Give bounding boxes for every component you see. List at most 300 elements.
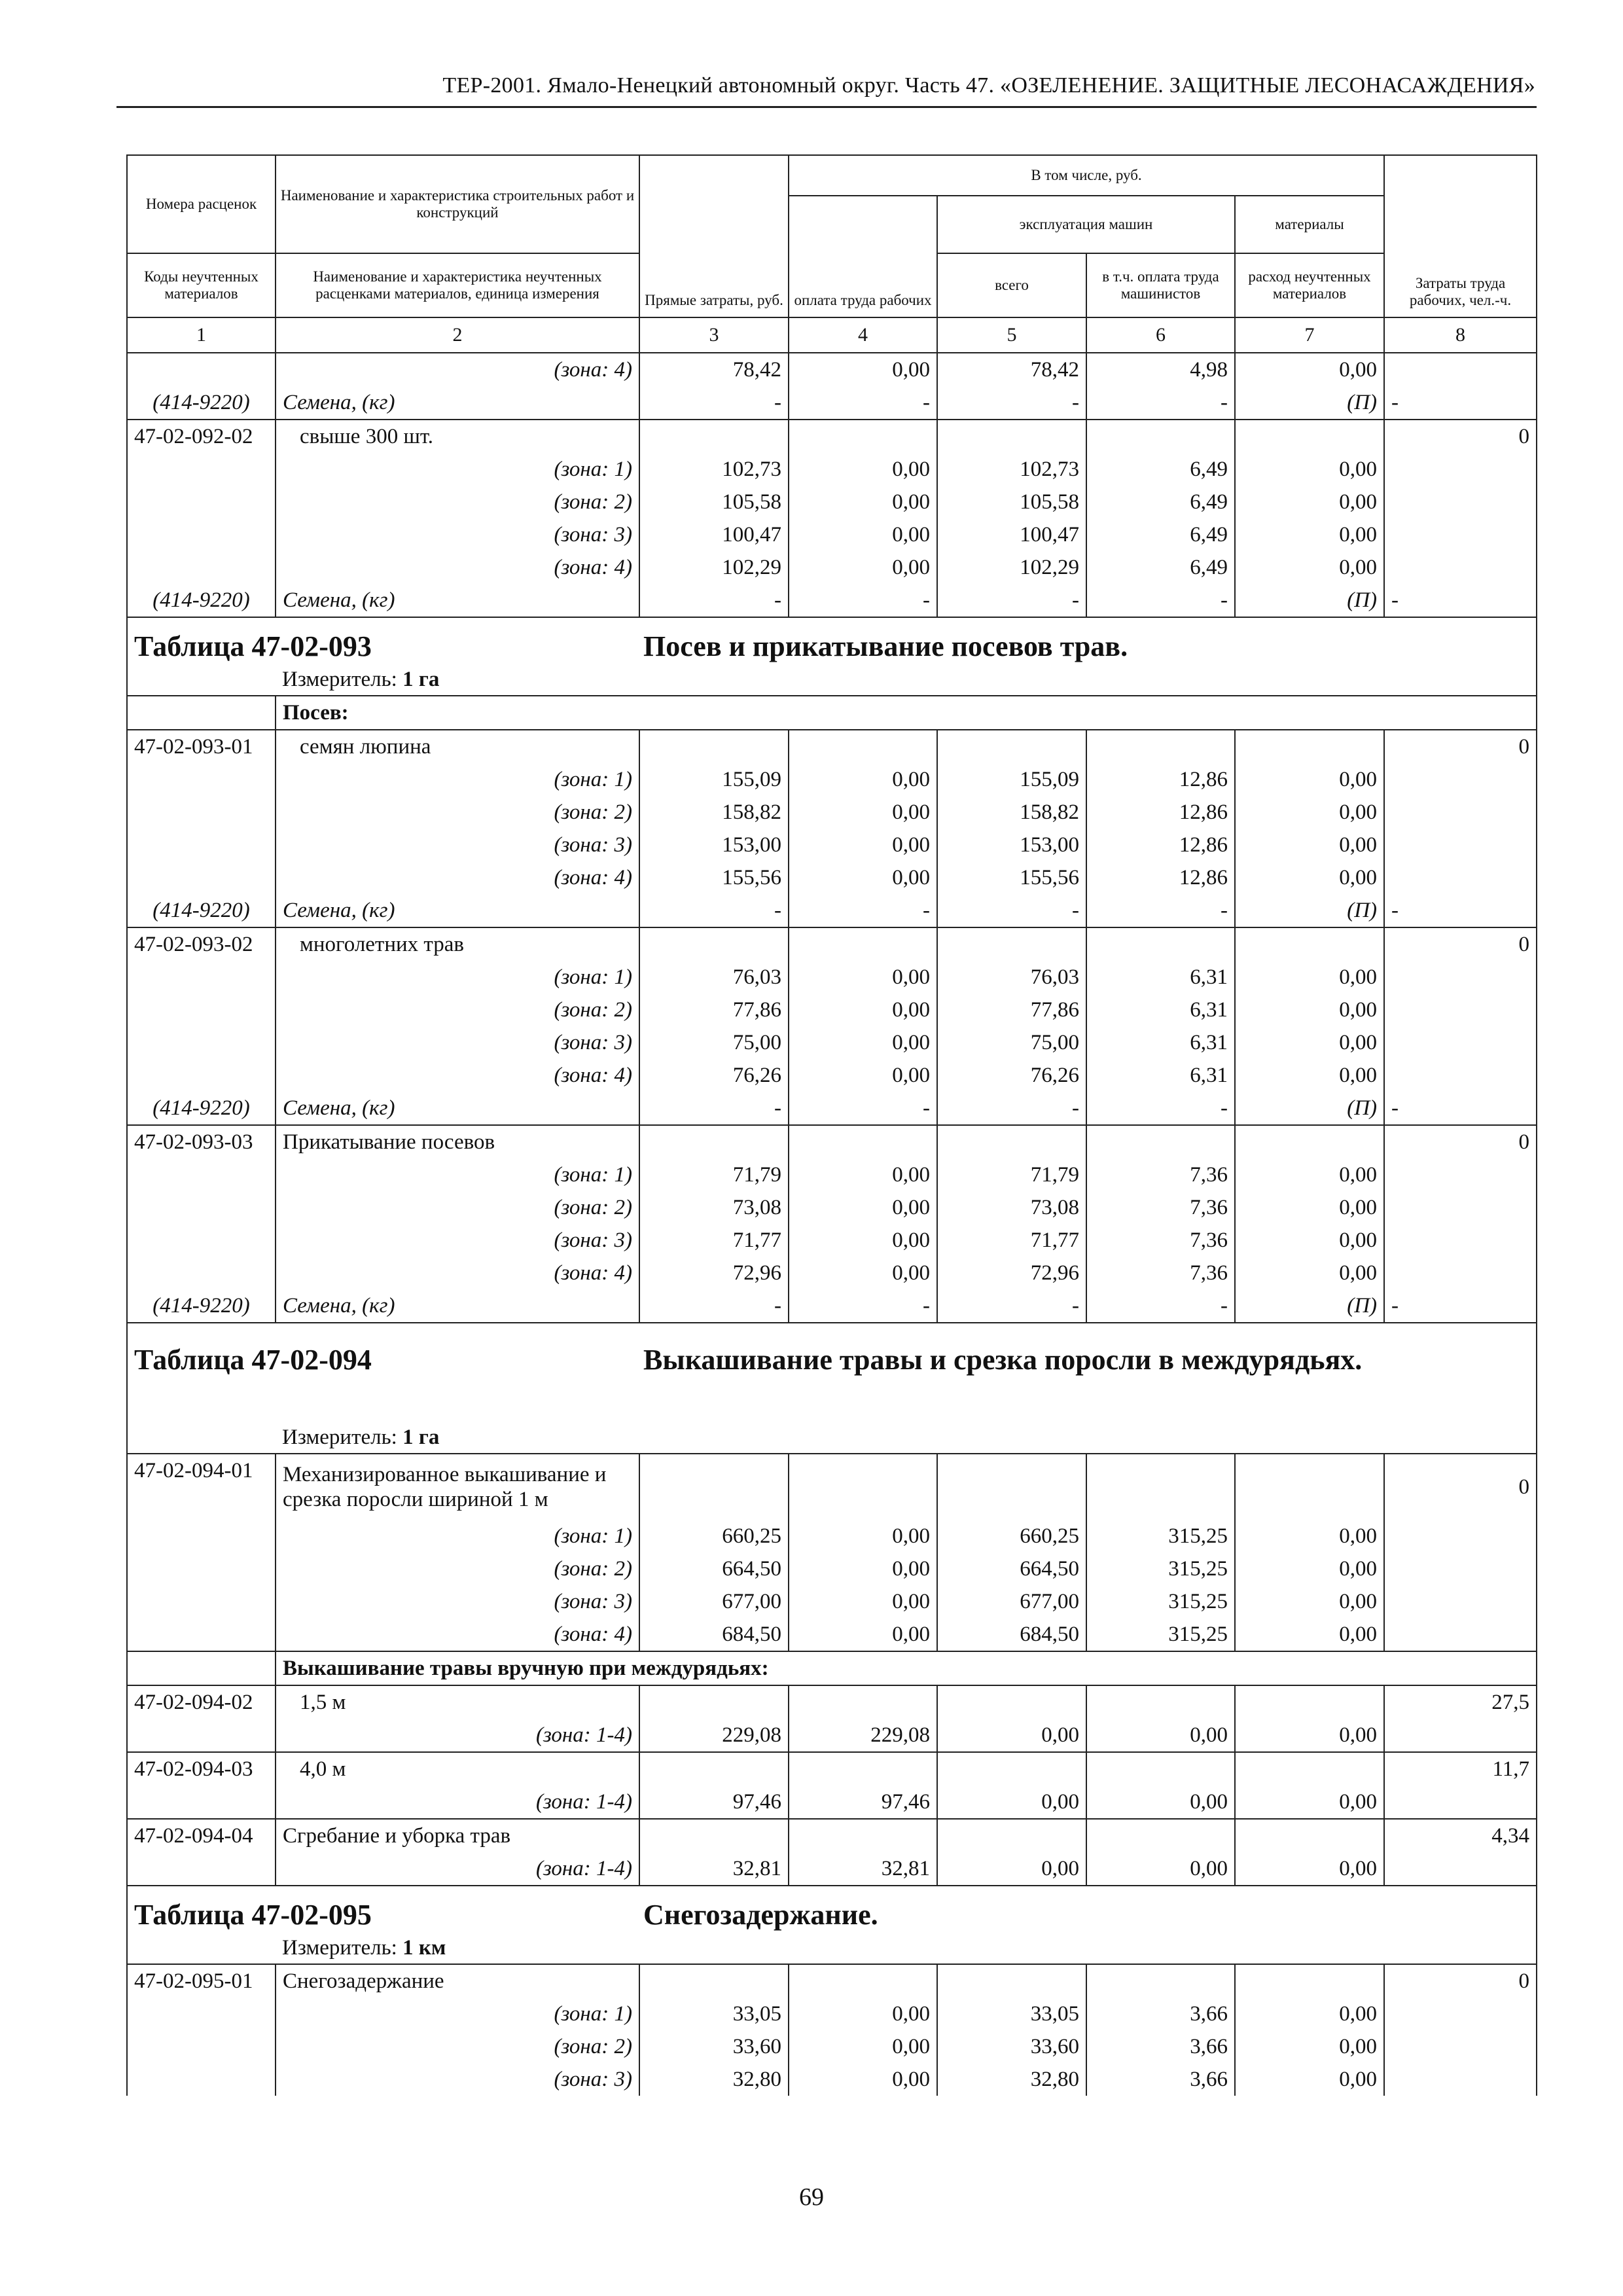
cell: (П) — [1235, 894, 1384, 927]
material-code: (414-9220) — [127, 386, 276, 420]
rate-row — [127, 1125, 1537, 1158]
zone-label: (зона: 1) — [276, 1998, 639, 2030]
zone-label: (зона: 3) — [276, 829, 639, 861]
cell: 315,25 — [1086, 1520, 1235, 1552]
cell: 0,00 — [789, 1998, 937, 2030]
cell: 0,00 — [789, 551, 937, 584]
zone-row — [127, 353, 1537, 386]
labor-cost: 11,7 — [1384, 1752, 1537, 1785]
zone-row — [127, 763, 1537, 796]
cell: 3,66 — [1086, 1998, 1235, 2030]
cell: 0,00 — [1086, 1785, 1235, 1819]
cell: (П) — [1235, 1092, 1384, 1125]
zone-row — [127, 551, 1537, 584]
cell: 0,00 — [1235, 518, 1384, 551]
cell: 660,25 — [639, 1520, 789, 1552]
cell: 0,00 — [789, 1257, 937, 1289]
rate-name: Сгребание и уборка трав — [276, 1819, 639, 1852]
table-title: Таблица 47-02-094 — [134, 1344, 372, 1376]
cell: 77,86 — [937, 994, 1086, 1026]
zone-label: (зона: 2) — [276, 486, 639, 518]
cell: 0,00 — [789, 796, 937, 829]
cell: 0,00 — [1235, 829, 1384, 861]
zone-row — [127, 1026, 1537, 1059]
cell: 0,00 — [789, 1191, 937, 1224]
cell: 0,00 — [789, 861, 937, 894]
column-numbers-row — [127, 317, 1537, 353]
cell: 102,73 — [937, 453, 1086, 486]
zone-label: (зона: 4) — [276, 1618, 639, 1651]
rate-code: 47-02-094-04 — [127, 1819, 276, 1852]
cell: 97,46 — [789, 1785, 937, 1819]
cell: - — [639, 894, 789, 927]
cell: 76,03 — [937, 961, 1086, 994]
table-name: Выкашивание травы и срезка поросли в междурядьях. — [643, 1344, 1363, 1376]
zone-row — [127, 994, 1537, 1026]
cell: - — [1384, 386, 1537, 420]
rate-row — [127, 1964, 1537, 1998]
group-header: В том числе, руб. — [789, 155, 1384, 196]
rate-row — [127, 730, 1537, 763]
labor-cost: 27,5 — [1384, 1685, 1537, 1719]
rate-code: 47-02-094-02 — [127, 1685, 276, 1719]
cell: 677,00 — [639, 1585, 789, 1618]
cell: - — [1086, 894, 1235, 927]
cell: (П) — [1235, 386, 1384, 420]
cell: 0,00 — [789, 453, 937, 486]
cell: 0,00 — [1235, 486, 1384, 518]
labor-cost: 0 — [1384, 927, 1537, 961]
cell: 0,00 — [1235, 551, 1384, 584]
header-rule — [116, 106, 1537, 108]
cell: 153,00 — [937, 829, 1086, 861]
zone-label: (зона: 1) — [276, 961, 639, 994]
cell: 0,00 — [1235, 796, 1384, 829]
cell: 0,00 — [1235, 1852, 1384, 1886]
rate-name: Снегозадержание — [276, 1964, 639, 1998]
price-table — [126, 154, 1537, 2096]
cell: 684,50 — [639, 1618, 789, 1651]
cell: 32,81 — [639, 1852, 789, 1886]
zone-row — [127, 1618, 1537, 1651]
material-name: Семена, (кг) — [276, 584, 639, 617]
rate-name: 4,0 м — [276, 1752, 639, 1785]
cell: 0,00 — [1235, 1026, 1384, 1059]
cell: - — [937, 386, 1086, 420]
cell: - — [639, 386, 789, 420]
rate-name: 1,5 м — [276, 1685, 639, 1719]
zone-row — [127, 1552, 1537, 1585]
cell: 660,25 — [937, 1520, 1086, 1552]
cell: 78,42 — [639, 353, 789, 386]
cell: 6,31 — [1086, 994, 1235, 1026]
cell: - — [1384, 1092, 1537, 1125]
cell: 0,00 — [1235, 1585, 1384, 1618]
running-header: ТЕР-2001. Ямало-Ненецкий автономный округ. Часть 47. «ОЗЕЛЕНЕНИЕ. ЗАЩИТНЫЕ ЛЕСОНАСАЖДЕНИЯ» — [442, 73, 1535, 98]
col-number: 1 — [127, 317, 276, 353]
rate-row — [127, 1685, 1537, 1719]
zone-label: (зона: 1) — [276, 1158, 639, 1191]
labor-cost: 0 — [1384, 420, 1537, 453]
cell: 0,00 — [1086, 1719, 1235, 1752]
cell: 0,00 — [1235, 2030, 1384, 2063]
zone-row — [127, 1998, 1537, 2030]
cell: - — [937, 1289, 1086, 1323]
measure-label: Измеритель: — [282, 1426, 403, 1449]
cell: 76,03 — [639, 961, 789, 994]
zone-label: (зона: 4) — [276, 1257, 639, 1289]
cell: 105,58 — [639, 486, 789, 518]
cell: 3,66 — [1086, 2063, 1235, 2096]
col1-bottom-header: Коды неучтенных материалов — [127, 253, 276, 317]
cell: 0,00 — [789, 1618, 937, 1651]
cell: 78,42 — [937, 353, 1086, 386]
cell: 102,29 — [937, 551, 1086, 584]
zone-label: (зона: 3) — [276, 1585, 639, 1618]
cell: 158,82 — [937, 796, 1086, 829]
cell: 0,00 — [1235, 353, 1384, 386]
rate-name: многолетних трав — [276, 927, 639, 961]
rate-code: 47-02-092-02 — [127, 420, 276, 453]
zone-row — [127, 1059, 1537, 1092]
cell: 0,00 — [1235, 1158, 1384, 1191]
cell: 155,09 — [639, 763, 789, 796]
cell: 6,31 — [1086, 961, 1235, 994]
material-code: (414-9220) — [127, 1092, 276, 1125]
cell: 229,08 — [639, 1719, 789, 1752]
materials-header: материалы — [1235, 196, 1384, 253]
rate-code: 47-02-093-02 — [127, 927, 276, 961]
cell: - — [639, 584, 789, 617]
cell: 102,29 — [639, 551, 789, 584]
cell: 72,96 — [639, 1257, 789, 1289]
cell: - — [789, 584, 937, 617]
section-row — [127, 1651, 1537, 1685]
col-number: 3 — [639, 317, 789, 353]
cell: (П) — [1235, 584, 1384, 617]
col-number: 2 — [276, 317, 639, 353]
cell: - — [789, 1289, 937, 1323]
measure-row — [127, 1932, 1537, 1964]
cell: 75,00 — [639, 1026, 789, 1059]
section-title: Выкашивание травы вручную при междурядьях: — [276, 1651, 1384, 1685]
rate-row — [127, 927, 1537, 961]
material-name: Семена, (кг) — [276, 894, 639, 927]
cell: - — [789, 894, 937, 927]
cell: 7,36 — [1086, 1224, 1235, 1257]
material-row — [127, 1092, 1537, 1125]
rate-row — [127, 420, 1537, 453]
zone-label: (зона: 1) — [276, 453, 639, 486]
zone-label: (зона: 1) — [276, 763, 639, 796]
zone-row — [127, 861, 1537, 894]
cell: 71,79 — [639, 1158, 789, 1191]
zone-label: (зона: 1) — [276, 1520, 639, 1552]
cell: 32,80 — [639, 2063, 789, 2096]
material-code: (414-9220) — [127, 1289, 276, 1323]
cell: 77,86 — [639, 994, 789, 1026]
table-name: Снегозадержание. — [643, 1899, 878, 1931]
cell: 12,86 — [1086, 829, 1235, 861]
cell: 664,50 — [639, 1552, 789, 1585]
measure-row — [127, 1422, 1537, 1454]
cell: 0,00 — [937, 1852, 1086, 1886]
cell: 0,00 — [789, 1158, 937, 1191]
col6-header: в т.ч. оплата труда машинистов — [1086, 253, 1235, 317]
measure-value: 1 га — [402, 668, 440, 691]
cell: 0,00 — [789, 1520, 937, 1552]
rate-name: Прикатывание посевов — [276, 1125, 639, 1158]
material-code: (414-9220) — [127, 894, 276, 927]
cell: 97,46 — [639, 1785, 789, 1819]
cell: - — [639, 1289, 789, 1323]
cell: 32,80 — [937, 2063, 1086, 2096]
material-code: (414-9220) — [127, 584, 276, 617]
header-row-1 — [127, 155, 1537, 196]
zone-label: (зона: 4) — [276, 861, 639, 894]
cell: 100,47 — [937, 518, 1086, 551]
cell: 71,77 — [937, 1224, 1086, 1257]
section-row — [127, 696, 1537, 730]
col2-top-header: Наименование и характеристика строительных работ и конструкций — [276, 155, 639, 253]
cell: 0,00 — [1235, 2063, 1384, 2096]
cell: 6,49 — [1086, 453, 1235, 486]
labor-cost: 4,34 — [1384, 1819, 1537, 1852]
rate-code: 47-02-093-03 — [127, 1125, 276, 1158]
cell: 12,86 — [1086, 796, 1235, 829]
zone-label: (зона: 1-4) — [276, 1785, 639, 1819]
cell: 0,00 — [1235, 1520, 1384, 1552]
cell: 102,73 — [639, 453, 789, 486]
cell: 155,56 — [639, 861, 789, 894]
cell: 0,00 — [1235, 994, 1384, 1026]
cell: 7,36 — [1086, 1191, 1235, 1224]
zone-label: (зона: 4) — [276, 353, 639, 386]
table-name: Посев и прикатывание посевов трав. — [643, 630, 1128, 662]
cell: 0,00 — [789, 829, 937, 861]
cell: 33,60 — [937, 2030, 1086, 2063]
cell: 0,00 — [789, 1059, 937, 1092]
rate-name: свыше 300 шт. — [276, 420, 639, 453]
cell: - — [789, 386, 937, 420]
rate-code: 47-02-095-01 — [127, 1964, 276, 1998]
cell: 0,00 — [1235, 1785, 1384, 1819]
zone-label: (зона: 2) — [276, 796, 639, 829]
cell: 105,58 — [937, 486, 1086, 518]
cell: 158,82 — [639, 796, 789, 829]
zone-label: (зона: 2) — [276, 1191, 639, 1224]
cell: 0,00 — [1235, 1618, 1384, 1651]
cell: 71,79 — [937, 1158, 1086, 1191]
col4-header: оплата труда рабочих — [789, 196, 937, 317]
rate-code: 47-02-093-01 — [127, 730, 276, 763]
measure-label: Измеритель: — [282, 1936, 403, 1960]
cell: - — [937, 1092, 1086, 1125]
zone-label: (зона: 2) — [276, 2030, 639, 2063]
cell: 4,98 — [1086, 353, 1235, 386]
col5-header: всего — [937, 253, 1086, 317]
rate-code: 47-02-094-03 — [127, 1752, 276, 1785]
cell: 315,25 — [1086, 1618, 1235, 1651]
zone-row — [127, 1719, 1537, 1752]
table-title: Таблица 47-02-095 — [134, 1899, 372, 1931]
cell: 0,00 — [789, 1224, 937, 1257]
zone-label: (зона: 2) — [276, 1552, 639, 1585]
cell: 677,00 — [937, 1585, 1086, 1618]
zone-row — [127, 1158, 1537, 1191]
table-heading-row — [127, 617, 1537, 664]
rate-row — [127, 1454, 1537, 1520]
cell: 73,08 — [937, 1191, 1086, 1224]
zone-row — [127, 961, 1537, 994]
cell: 0,00 — [789, 1552, 937, 1585]
cell: 6,49 — [1086, 486, 1235, 518]
zone-label: (зона: 3) — [276, 1224, 639, 1257]
cell: 76,26 — [639, 1059, 789, 1092]
material-row — [127, 386, 1537, 420]
table-title: Таблица 47-02-093 — [134, 630, 372, 662]
cell: 6,49 — [1086, 551, 1235, 584]
cell: 7,36 — [1086, 1158, 1235, 1191]
cell: 3,66 — [1086, 2030, 1235, 2063]
col1-top-header: Номера расценок — [127, 155, 276, 253]
cell: 73,08 — [639, 1191, 789, 1224]
zone-row — [127, 1852, 1537, 1886]
zone-row — [127, 453, 1537, 486]
labor-cost: 0 — [1384, 1964, 1537, 1998]
cell: - — [937, 584, 1086, 617]
cell: 0,00 — [789, 763, 937, 796]
cell: 0,00 — [789, 486, 937, 518]
cell: 0,00 — [1235, 1059, 1384, 1092]
col-number: 7 — [1235, 317, 1384, 353]
cell: 33,60 — [639, 2030, 789, 2063]
cell: 33,05 — [639, 1998, 789, 2030]
zone-label: (зона: 3) — [276, 1026, 639, 1059]
cell: 0,00 — [1235, 1224, 1384, 1257]
cell: - — [1086, 584, 1235, 617]
cell: - — [1086, 386, 1235, 420]
table-heading-row — [127, 1886, 1537, 1932]
material-row — [127, 584, 1537, 617]
measure-value: 1 км — [402, 1936, 446, 1960]
cell: 75,00 — [937, 1026, 1086, 1059]
col-number: 5 — [937, 317, 1086, 353]
cell: - — [1086, 1092, 1235, 1125]
material-row — [127, 894, 1537, 927]
measure-value: 1 га — [402, 1426, 440, 1449]
zone-row — [127, 1191, 1537, 1224]
zone-row — [127, 1520, 1537, 1552]
material-name: Семена, (кг) — [276, 1289, 639, 1323]
cell: 0,00 — [1235, 1191, 1384, 1224]
zone-row — [127, 486, 1537, 518]
cell: 229,08 — [789, 1719, 937, 1752]
cell: 0,00 — [789, 961, 937, 994]
cell: 684,50 — [937, 1618, 1086, 1651]
col8-header: Затраты труда рабочих, чел.-ч. — [1384, 155, 1537, 317]
zone-row — [127, 796, 1537, 829]
cell: 0,00 — [937, 1785, 1086, 1819]
cell: 0,00 — [1235, 453, 1384, 486]
labor-cost: 0 — [1384, 730, 1537, 763]
cell: 315,25 — [1086, 1585, 1235, 1618]
zone-row — [127, 1224, 1537, 1257]
cell: 155,09 — [937, 763, 1086, 796]
cell: 153,00 — [639, 829, 789, 861]
cell: - — [1086, 1289, 1235, 1323]
zone-label: (зона: 4) — [276, 1059, 639, 1092]
material-name: Семена, (кг) — [276, 386, 639, 420]
cell: 0,00 — [789, 1585, 937, 1618]
measure-label: Измеритель: — [282, 668, 403, 691]
rate-name: семян люпина — [276, 730, 639, 763]
cell: - — [937, 894, 1086, 927]
cell: - — [1384, 1289, 1537, 1323]
cell: 6,31 — [1086, 1059, 1235, 1092]
rate-row — [127, 1752, 1537, 1785]
zone-row — [127, 1785, 1537, 1819]
table-heading-row — [127, 1323, 1537, 1422]
cell: 12,86 — [1086, 861, 1235, 894]
material-name: Семена, (кг) — [276, 1092, 639, 1125]
cell: 0,00 — [1086, 1852, 1235, 1886]
cell: 6,31 — [1086, 1026, 1235, 1059]
cell: 0,00 — [1235, 861, 1384, 894]
zone-label: (зона: 1-4) — [276, 1852, 639, 1886]
cell: 0,00 — [1235, 1257, 1384, 1289]
cell: (П) — [1235, 1289, 1384, 1323]
zone-row — [127, 2030, 1537, 2063]
cell: - — [789, 1092, 937, 1125]
cell: 0,00 — [789, 2030, 937, 2063]
cell: 664,50 — [937, 1552, 1086, 1585]
col-number: 6 — [1086, 317, 1235, 353]
cell: 76,26 — [937, 1059, 1086, 1092]
cell: 0,00 — [1235, 1719, 1384, 1752]
cell: 7,36 — [1086, 1257, 1235, 1289]
zone-label: (зона: 3) — [276, 518, 639, 551]
cell: 0,00 — [789, 1026, 937, 1059]
rate-row — [127, 1819, 1537, 1852]
cell: 0,00 — [1235, 1998, 1384, 2030]
cell: 33,05 — [937, 1998, 1086, 2030]
cell: 71,77 — [639, 1224, 789, 1257]
cell: 0,00 — [1235, 961, 1384, 994]
zone-row — [127, 2063, 1537, 2096]
zone-row — [127, 518, 1537, 551]
cell: 6,49 — [1086, 518, 1235, 551]
cell: 0,00 — [789, 353, 937, 386]
labor-cost: 0 — [1384, 1454, 1537, 1520]
rate-code: 47-02-094-01 — [127, 1454, 276, 1520]
cell: 0,00 — [1235, 1552, 1384, 1585]
zone-label: (зона: 2) — [276, 994, 639, 1026]
cell: 12,86 — [1086, 763, 1235, 796]
col-number: 4 — [789, 317, 937, 353]
measure-row — [127, 664, 1537, 696]
cell: 0,00 — [789, 994, 937, 1026]
material-row — [127, 1289, 1537, 1323]
cell: 100,47 — [639, 518, 789, 551]
cell: 0,00 — [1235, 763, 1384, 796]
cell: 155,56 — [937, 861, 1086, 894]
cell: 0,00 — [789, 2063, 937, 2096]
cell: - — [1384, 894, 1537, 927]
cell: - — [639, 1092, 789, 1125]
col-number: 8 — [1384, 317, 1537, 353]
zone-label: (зона: 4) — [276, 551, 639, 584]
